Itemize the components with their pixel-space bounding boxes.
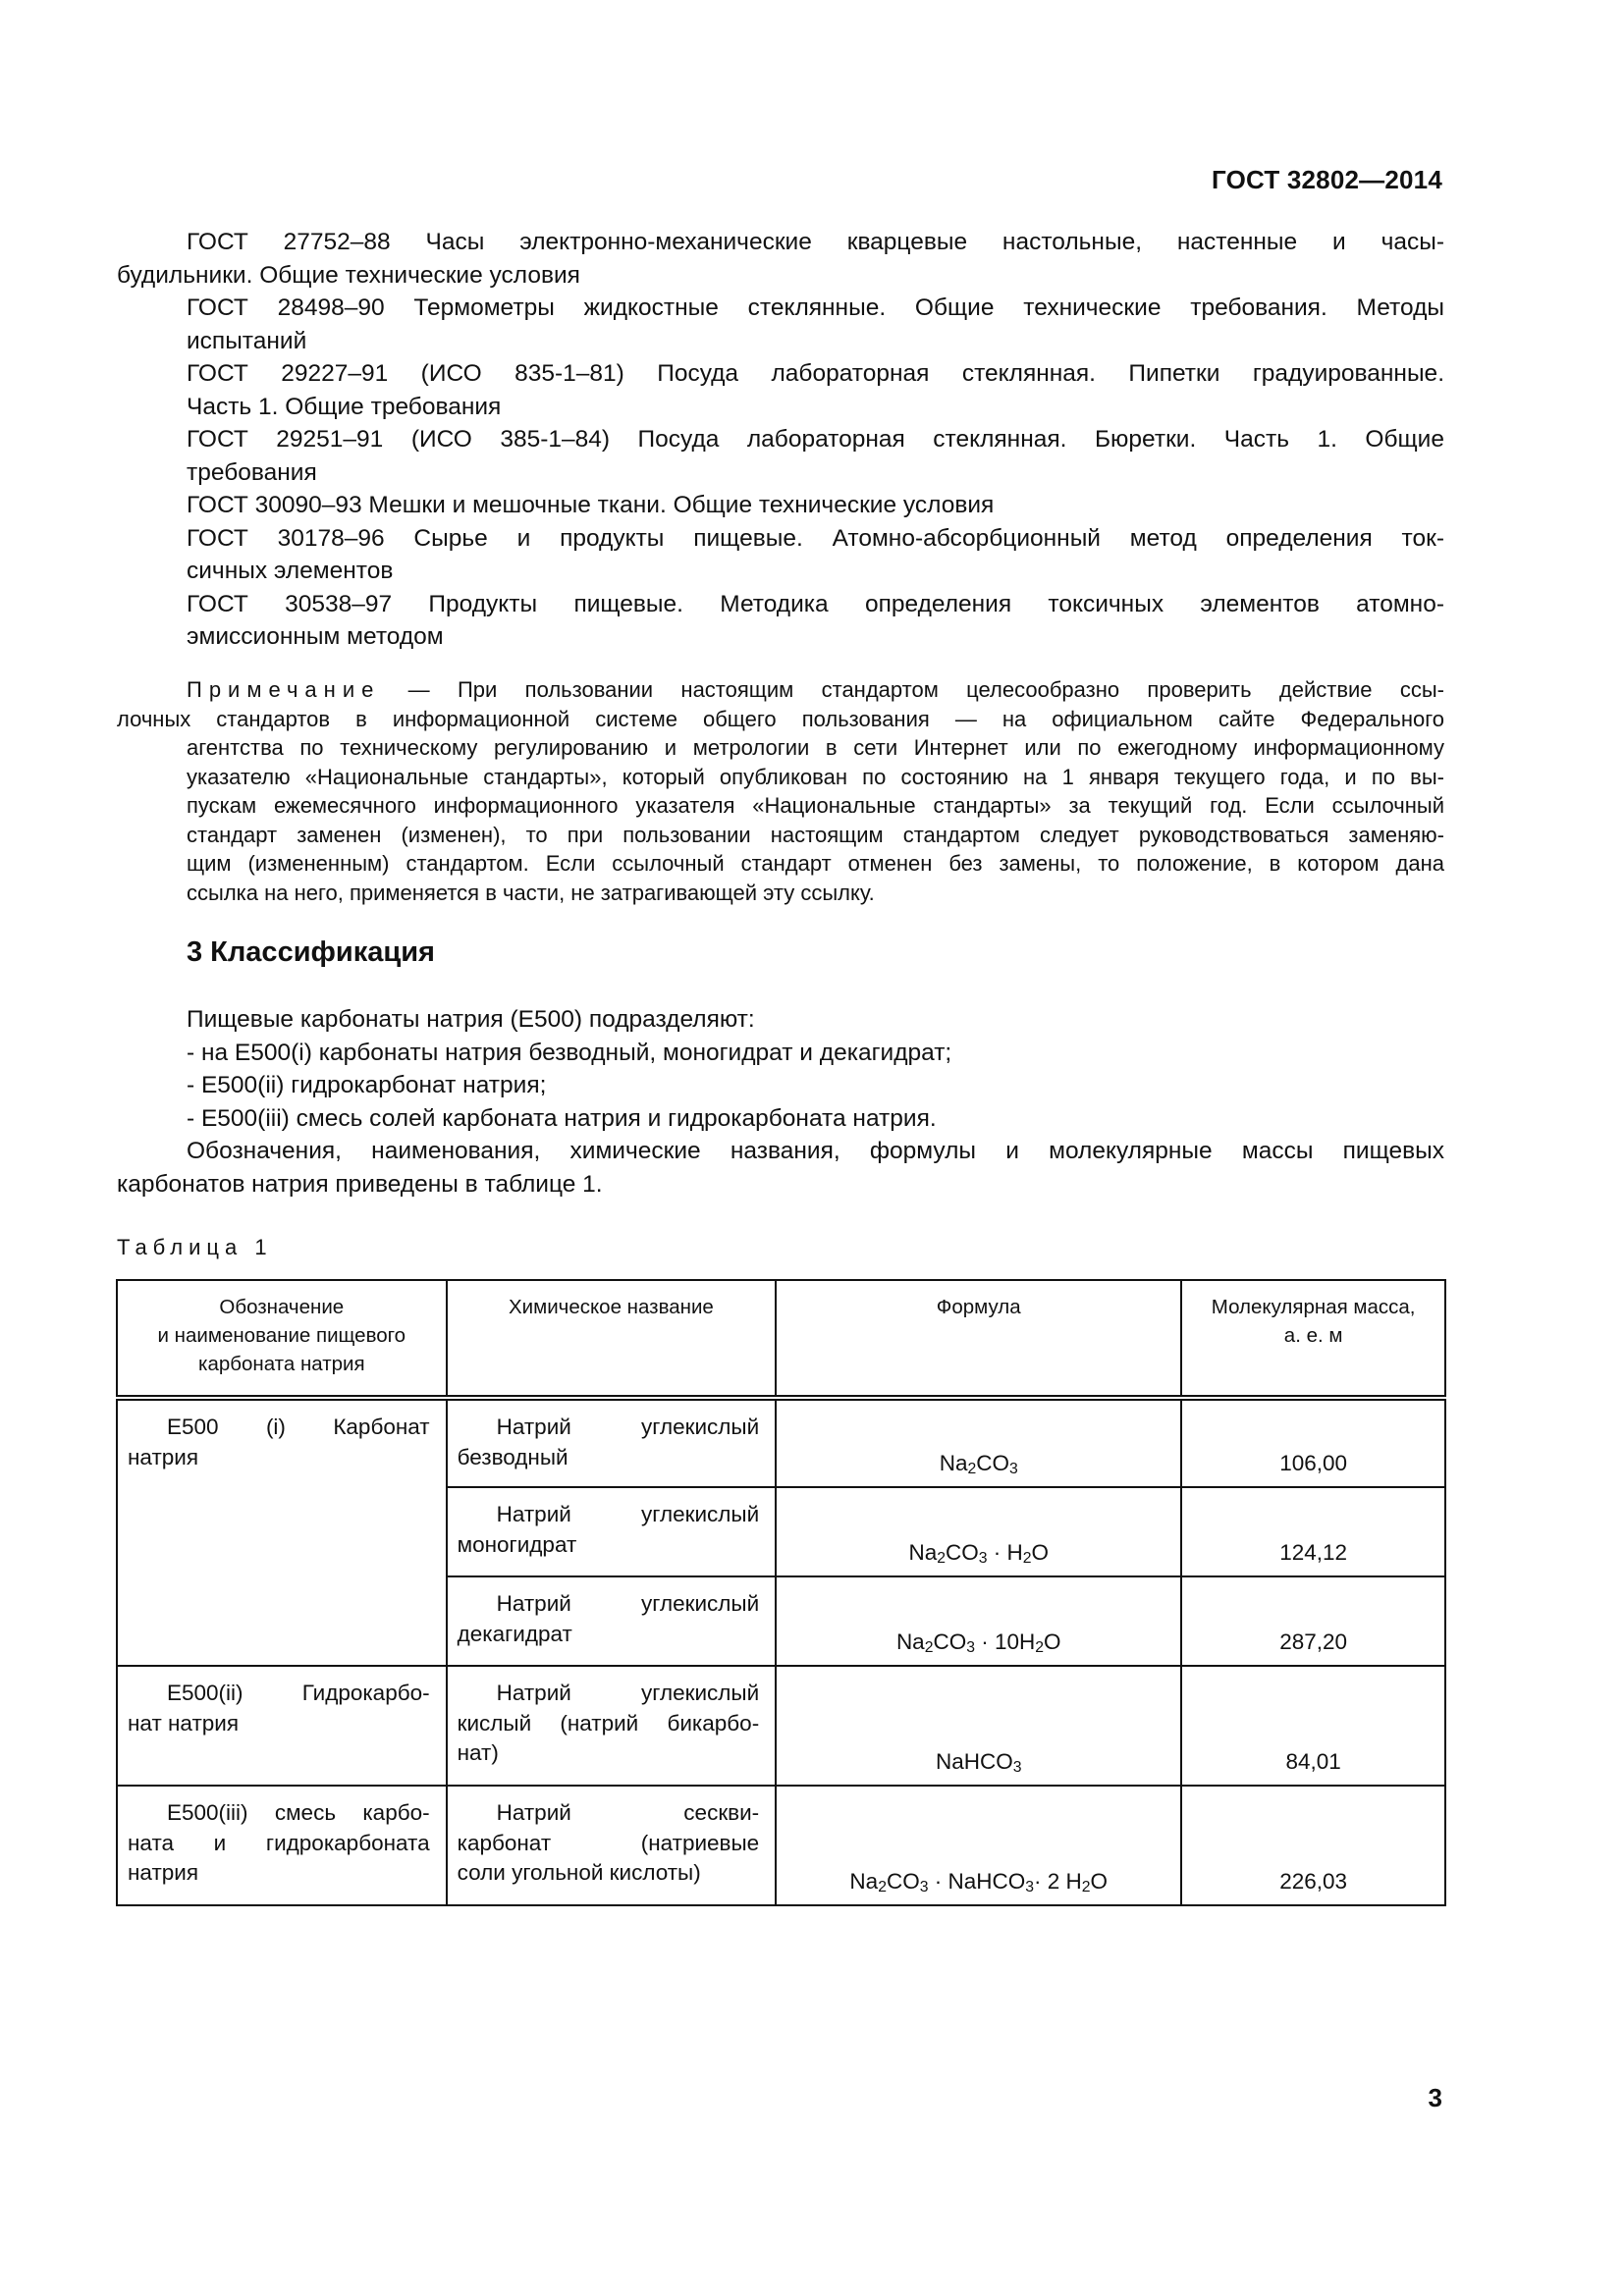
cell-line: нат натрия: [128, 1710, 240, 1735]
cell-formula: [776, 1666, 1181, 1786]
cell-line: Е500(iii) смесь карбо-: [167, 1800, 430, 1825]
formula-subscript: 3: [978, 1549, 988, 1567]
reference-item: [117, 522, 1444, 588]
formula-subscript: 3: [1025, 1878, 1034, 1896]
cell-chemical-name: [447, 1786, 777, 1905]
cell-line: моногидрат: [457, 1531, 577, 1557]
reference-line: сичных элементов: [187, 558, 394, 584]
formula-text: · H: [987, 1539, 1023, 1565]
reference-item: [117, 423, 1444, 489]
note-block: [117, 675, 1444, 907]
classification-summary: [117, 1135, 1444, 1201]
formula-subscript: 2: [937, 1549, 946, 1567]
classification-intro: Пищевые карбонаты натрия (Е500) подразделяют:: [187, 1006, 755, 1033]
table-row: [117, 1786, 1445, 1905]
formula-text: O: [1044, 1629, 1061, 1654]
reference-item: [117, 226, 1444, 292]
cell-line: Натрий углекислый: [496, 1415, 760, 1439]
formula-text: Na: [939, 1450, 968, 1475]
header-line: карбоната натрия: [198, 1353, 365, 1375]
cell-designation: [117, 1786, 447, 1905]
formula-subscript: 3: [919, 1878, 929, 1896]
reference-line: требования: [187, 458, 317, 486]
formula-text: · NaHCO: [928, 1868, 1026, 1894]
cell-formula: [776, 1487, 1181, 1576]
carbonates-table: [116, 1279, 1446, 1906]
classification-item: - Е500(iii) смесь солей карбоната натрия и гидрокарбоната натрия.: [187, 1104, 937, 1132]
cell-mass: 226,03: [1181, 1786, 1445, 1905]
note-line: указателю «Национальные стандарты», который опубликован по состоянию на 1 января текущего года, и по вы-: [187, 764, 1444, 789]
cell-formula: [776, 1398, 1181, 1487]
reference-line: ГОСТ 27752–88 Часы электронно-механические кварцевые настольные, настенные и часы-: [187, 229, 1444, 255]
formula-subscript: 2: [924, 1638, 934, 1656]
summary-line: карбонатов натрия приведены в таблице 1.: [117, 1170, 603, 1198]
note-first-line: [117, 675, 1444, 705]
header-line: и наименование пищевого: [157, 1324, 406, 1347]
cell-line: натрия: [128, 1444, 199, 1469]
cell-line: Натрий сескви-: [496, 1800, 760, 1825]
cell-line: безводный: [457, 1444, 568, 1469]
note-line: лочных стандартов в информационной системе общего пользования — на официальном сайте Федерального: [117, 706, 1444, 731]
reference-line: ГОСТ 30538–97 Продукты пищевые. Методика определения токсичных элементов атомно-: [187, 590, 1444, 617]
reference-line: ГОСТ 30090–93 Мешки и мешочные ткани. Общие технические условия: [187, 492, 995, 518]
reference-line: будильники. Общие технические условия: [117, 261, 580, 289]
cell-line: ната и гидрокарбоната: [128, 1830, 430, 1855]
reference-line: испытаний: [187, 327, 307, 354]
reference-item: [117, 489, 1444, 522]
note-line: агентства по техническому регулированию и метрологии в сети Интернет или по ежегодному информационному: [187, 735, 1444, 760]
cell-mass: 287,20: [1181, 1576, 1445, 1666]
table-header-row: [117, 1280, 1445, 1398]
cell-mass: 84,01: [1181, 1666, 1445, 1786]
normative-references-list: [117, 226, 1444, 654]
formula-subscript: 2: [1035, 1638, 1045, 1656]
formula-subscript: 3: [1009, 1460, 1018, 1477]
formula-text: CO: [933, 1629, 967, 1654]
reference-line: эмиссионным методом: [187, 623, 444, 650]
formula-subscript: 2: [878, 1878, 887, 1896]
cell-line: натрия: [128, 1860, 199, 1885]
cell-mass: 124,12: [1181, 1487, 1445, 1576]
formula-text: Na: [895, 1629, 925, 1654]
header-line: а. е. м: [1283, 1324, 1343, 1347]
note-line: пускам ежемесячного информационного указателя «Национальные стандарты» за текущий год. Если ссылочный: [187, 793, 1444, 818]
classification-body: [117, 1003, 1444, 1201]
cell-chemical-name: [447, 1398, 777, 1487]
header-formula: [776, 1280, 1181, 1398]
summary-line: Обозначения, наименования, химические названия, формулы и молекулярные массы пищевых: [187, 1138, 1444, 1164]
note-line: ссылка на него, применяется в части, не затрагивающей эту ссылку.: [187, 880, 875, 905]
reference-item: [117, 357, 1444, 423]
classification-item: - на Е500(i) карбонаты натрия безводный, моногидрат и декагидрат;: [187, 1039, 952, 1066]
formula-text: CO: [945, 1539, 979, 1565]
cell-line: нат): [457, 1740, 499, 1765]
header-line: Формула: [936, 1296, 1021, 1318]
cell-formula: [776, 1786, 1181, 1905]
reference-line: ГОСТ 30178–96 Сырье и продукты пищевые. Атомно-абсорбционный метод определения ток-: [187, 524, 1444, 552]
note-line: стандарт заменен (изменен), то при пользовании настоящим стандартом следует руководствоваться заменяю-: [187, 822, 1444, 847]
cell-line: Е500(ii) Гидрокарбо-: [167, 1681, 430, 1705]
reference-line: Часть 1. Общие требования: [187, 393, 502, 420]
formula-text: O: [1031, 1539, 1050, 1565]
section-heading: 3 Классификация: [187, 936, 435, 968]
cell-line: Натрий углекислый: [496, 1502, 760, 1526]
header-line: Молекулярная масса,: [1211, 1296, 1416, 1318]
reference-item: [117, 292, 1444, 357]
formula-text: NaHCO: [935, 1748, 1013, 1774]
formula-text: CO: [886, 1868, 920, 1894]
formula-text: Na: [908, 1539, 938, 1565]
formula-subscript: 2: [1022, 1549, 1032, 1567]
header-molecular-mass: [1181, 1280, 1445, 1398]
reference-line: ГОСТ 28498–90 Термометры жидкостные стеклянные. Общие технические требования. Методы: [187, 294, 1444, 321]
header-line: Химическое название: [508, 1296, 714, 1318]
cell-line: Натрий углекислый: [496, 1591, 760, 1616]
table-row: [117, 1666, 1445, 1786]
formula-text: Na: [849, 1868, 879, 1894]
cell-chemical-name: [447, 1576, 777, 1666]
cell-designation: [117, 1398, 447, 1666]
reference-line: ГОСТ 29251–91 (ИСО 385-1–84) Посуда лабораторная стеклянная. Бюретки. Часть 1. Общие: [187, 426, 1444, 453]
header-chemical-name: [447, 1280, 777, 1398]
formula-subscript: 2: [967, 1460, 977, 1477]
header-designation: [117, 1280, 447, 1398]
formula-text: O: [1090, 1868, 1109, 1894]
cell-line: карбонат (натриевые: [457, 1830, 760, 1855]
cell-line: Натрий углекислый: [496, 1681, 760, 1705]
note-label: Примечание: [187, 677, 381, 702]
cell-line: декагидрат: [457, 1621, 572, 1646]
cell-line: кислый (натрий бикарбо-: [457, 1710, 760, 1735]
cell-formula: [776, 1576, 1181, 1666]
cell-mass: 106,00: [1181, 1398, 1445, 1487]
document-number-header: ГОСТ 32802—2014: [1212, 165, 1442, 194]
note-line: — При пользовании настоящим стандартом целесообразно проверить действие ссы-: [407, 677, 1444, 702]
classification-item: - Е500(ii) гидрокарбонат натрия;: [187, 1072, 547, 1098]
formula-subscript: 3: [1012, 1758, 1022, 1776]
formula-subscript: 2: [1081, 1878, 1091, 1896]
formula-text: CO: [976, 1450, 1009, 1475]
cell-designation: [117, 1666, 447, 1786]
table-caption: Таблица 1: [117, 1235, 273, 1259]
cell-chemical-name: [447, 1487, 777, 1576]
formula-text: · 2 H: [1034, 1868, 1082, 1894]
reference-line: ГОСТ 29227–91 (ИСО 835-1–81) Посуда лабораторная стеклянная. Пипетки градуированные.: [187, 360, 1444, 387]
page-number: 3: [1428, 2083, 1442, 2112]
formula-subscript: 3: [966, 1638, 975, 1656]
table-row: [117, 1398, 1445, 1487]
cell-line: Е500 (i) Карбонат: [167, 1415, 430, 1439]
cell-chemical-name: [447, 1666, 777, 1786]
note-line: щим (измененным) стандартом. Если ссылочный стандарт отменен без замены, то положение, в котором дана: [187, 851, 1444, 876]
header-line: Обозначение: [219, 1296, 345, 1318]
cell-line: соли угольной кислоты): [457, 1860, 701, 1885]
formula-text: · 10H: [974, 1629, 1036, 1654]
reference-item: [117, 588, 1444, 654]
